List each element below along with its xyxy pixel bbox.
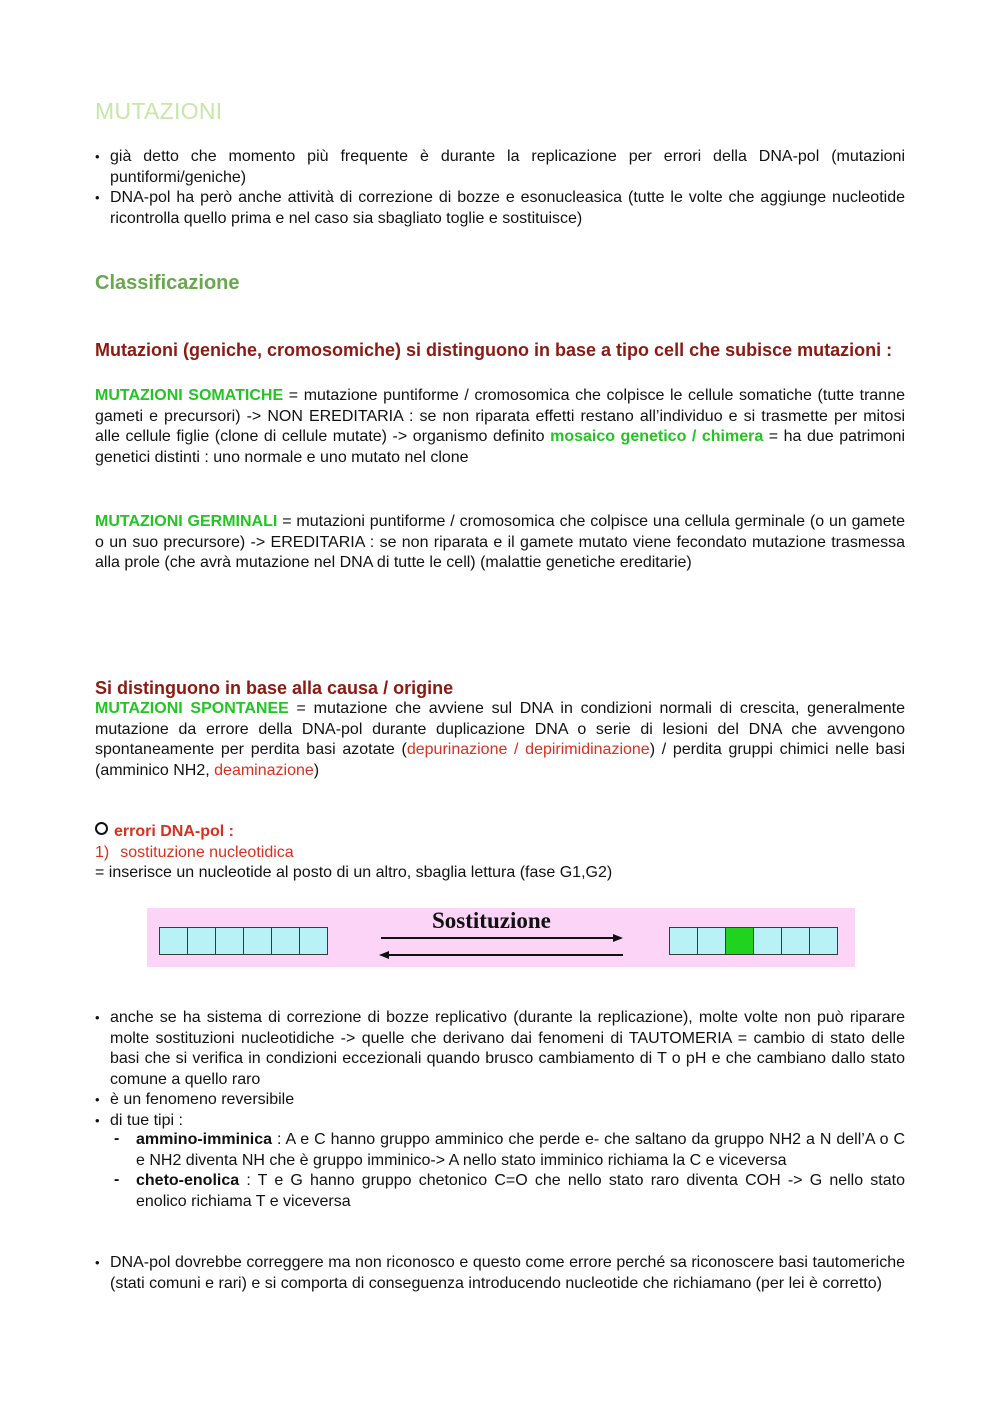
circle-bullet-icon [95,822,108,835]
list-item: • di tue tipi : [95,1111,905,1132]
nucleotide-cell [697,927,726,955]
sostituzione-figure [147,908,855,967]
section-heading-tipo-cell: Mutazioni (geniche, cromosomiche) si distinguono in base a tipo cell che subisce mutazioni : [95,340,893,360]
term-deaminazione: deaminazione [214,761,314,779]
sequence-before [159,927,327,955]
list-item: • già detto che momento più frequente è durante la replicazione per errori della DNA-pol (mutazioni puntiformi/geniche) [95,147,905,188]
nucleotide-cell [753,927,782,955]
tautomeria-list [95,1008,905,1131]
nucleotide-cell [271,927,300,955]
term-depurinazione: depurinazione / depirimidinazione [406,741,650,758]
tipi-list [95,1130,905,1212]
nucleotide-cell [781,927,810,955]
errori-item: 1) sostituzione nucleotidica [95,844,294,861]
list-item: • DNA-pol ha però anche attività di correzione di bozze e esonucleasica (tutte le volte che aggiunge nucleotide ricontrolla quello prima e nel caso sia sbagliato toglie e sostituisce) [95,188,905,229]
list-item-cheto-enolica: - cheto-enolica : T e G hanno gruppo chetonico C=O che nello stato raro diventa COH -> G nello stato enolico richiama T e viceversa [95,1171,905,1212]
nucleotide-cell [187,927,216,955]
nucleotide-cell [299,927,328,955]
nucleotide-cell [215,927,244,955]
intro-list [95,147,905,229]
nucleotide-cell [809,927,838,955]
mutated-nucleotide-cell [725,927,754,955]
section-heading-causa: Si distinguono in base alla causa / origine [95,678,454,698]
sequence-after [669,927,837,955]
errori-definition: = inserisce un nucleotide al posto di un altro, sbaglia lettura (fase G1,G2) [95,864,613,881]
paragraph-spontanee: MUTAZIONI SPONTANEE = mutazione che avviene sul DNA in condizioni normali di crescita, generalmente mutazione da errore della DNA-pol durante duplicazione DNA o serie di lesioni del DNA che avvengono spontaneamente per perdita basi azotate (depurinazione / depirimidinazione) / perdita gruppi chimici nelle basi (amminico NH2, deaminazione) [95,700,906,779]
keyword-germinali: MUTAZIONI GERMINALI [95,513,278,530]
nucleotide-cell [669,927,698,955]
list-item-ammino-imminica: - ammino-imminica : A e C hanno gruppo amminico che perde e- che saltano da gruppo NH2 a N dell’A o C e NH2 diventa NH che è gruppo imminico-> A nello stato imminico richiama la C e viceversa [95,1130,905,1171]
errori-heading: errori DNA-pol : [95,822,905,843]
paragraph-somatiche: MUTAZIONI SOMATICHE = mutazione puntiforme / cromosomica che colpisce le cellule somatiche (tutte tranne gameti e precursori) -> NON EREDITARIA : se non riparata effetti restano all’individuo e si trasmette per mitosi alle cellule figlie (clone di cellule mutate) -> organismo definito mosaico genetico / chimera = ha due patrimoni genetici distinti : uno normale e uno mutato nel clone [95,387,906,466]
list-item: • anche se ha sistema di correzione di bozze replicativo (durante la replicazione), molte volte non può riparare molte sostituzioni nucleotidiche -> quelle che derivano dai fenomeni di TAUTOMERIA = cambio di stato delle basi che si verifica in condizioni eccezionali quando brusco cambiamento di T o pH e che cambiano dallo stato comune a quello raro [95,1008,905,1090]
figure-title: Sostituzione [432,908,551,933]
keyword-spontanee: MUTAZIONI SPONTANEE [95,700,289,717]
keyword-somatiche: MUTAZIONI SOMATICHE [95,387,284,404]
list-item: • DNA-pol dovrebbe correggere ma non riconosco e questo come errore perché sa riconoscere basi tautomeriche (stati comuni e rari) e si comporta di conseguenza introducendo nucleotide che richiamano (per lei è corretto) [95,1253,905,1294]
keyword-mosaico: mosaico genetico / chimera [550,428,764,445]
double-arrow-icon [377,930,627,960]
section-heading-classificazione: Classificazione [95,272,240,294]
nucleotide-cell [243,927,272,955]
page-title: MUTAZIONI [95,98,223,124]
final-list [95,1253,905,1294]
paragraph-germinali: MUTAZIONI GERMINALI = mutazioni puntiforme / cromosomica che colpisce una cellula germinale (o un gamete o un suo precursore) -> EREDITARIA : se non riparata e il gamete mutato viene fecondato mutazione trasmessa alla prole (che avrà mutazione nel DNA di tutte le cell) (malattie genetiche ereditarie) [95,513,906,571]
list-item: • è un fenomeno reversibile [95,1090,905,1111]
nucleotide-cell [159,927,188,955]
